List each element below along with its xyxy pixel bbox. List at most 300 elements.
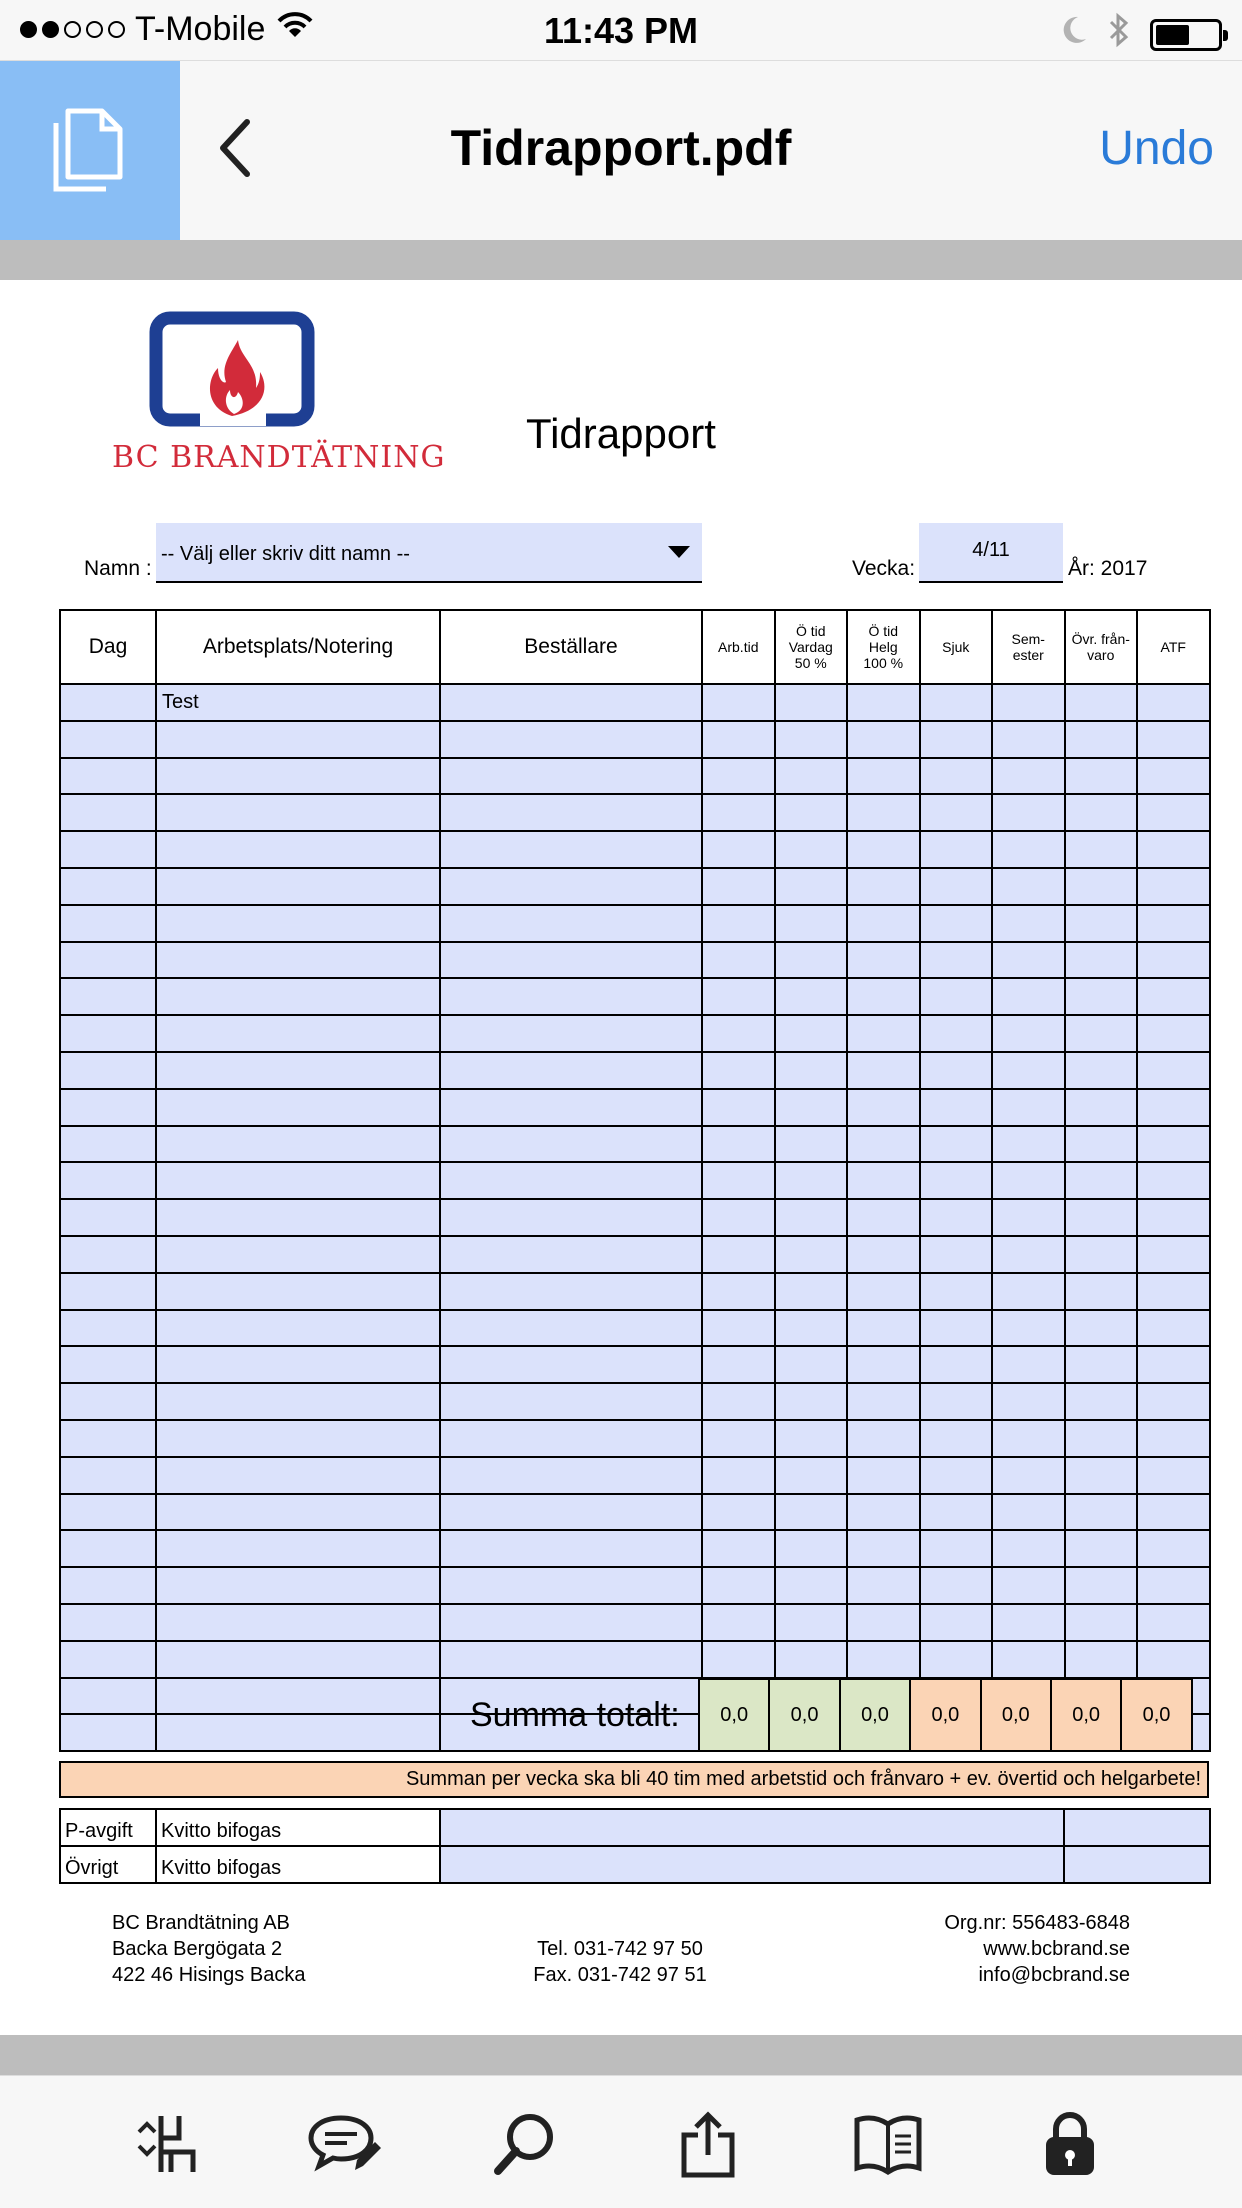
cell-dag[interactable] <box>60 1162 156 1199</box>
cell-sjuk[interactable] <box>920 1236 993 1273</box>
cell-bestallare[interactable] <box>440 721 702 758</box>
cell-dag[interactable] <box>60 905 156 942</box>
cell-bestallare[interactable] <box>440 905 702 942</box>
documents-button[interactable] <box>0 61 180 241</box>
back-button[interactable] <box>215 116 275 186</box>
cell-otid-vardag[interactable] <box>775 794 848 831</box>
cell-ovr-franvaro[interactable] <box>1065 1126 1138 1163</box>
cell-semester[interactable] <box>992 1126 1065 1163</box>
cell-dag[interactable] <box>60 1052 156 1089</box>
cell-otid-vardag[interactable] <box>775 831 848 868</box>
cell-otid-vardag[interactable] <box>775 1641 848 1678</box>
cell-dag[interactable] <box>60 758 156 795</box>
cell-bestallare[interactable] <box>440 1494 702 1531</box>
cell-otid-helg[interactable] <box>847 868 920 905</box>
week-label: Vecka: <box>852 557 916 580</box>
cell-bestallare[interactable] <box>440 942 702 979</box>
lock-button[interactable] <box>1030 2106 1110 2186</box>
cell-ovr-franvaro[interactable] <box>1065 684 1138 721</box>
cell-sjuk[interactable] <box>920 1641 993 1678</box>
cell-semester[interactable] <box>992 831 1065 868</box>
cell-sjuk[interactable] <box>920 1567 993 1604</box>
cell-arbtid[interactable] <box>702 721 775 758</box>
cell-atf[interactable] <box>1137 794 1210 831</box>
cell-arbetsplats[interactable] <box>156 831 440 868</box>
footer-line: info@bcbrand.se <box>978 1964 1130 1986</box>
cell-sjuk[interactable] <box>920 942 993 979</box>
cell-arbtid[interactable] <box>702 1457 775 1494</box>
cell-sjuk[interactable] <box>920 1052 993 1089</box>
cell-arbetsplats[interactable] <box>156 1641 440 1678</box>
cell-bestallare[interactable] <box>440 1383 702 1420</box>
cell-bestallare[interactable] <box>440 868 702 905</box>
cell-otid-helg[interactable] <box>847 942 920 979</box>
expense-description-field[interactable] <box>440 1809 1064 1846</box>
cell-semester[interactable] <box>992 1494 1065 1531</box>
cell-dag[interactable] <box>60 1604 156 1641</box>
cell-sjuk[interactable] <box>920 1310 993 1347</box>
cell-atf[interactable] <box>1137 1567 1210 1604</box>
cell-bestallare[interactable] <box>440 794 702 831</box>
cell-otid-vardag[interactable] <box>775 1089 848 1126</box>
cell-dag[interactable] <box>60 1714 156 1751</box>
table-row <box>60 684 1210 721</box>
cell-dag[interactable] <box>60 1310 156 1347</box>
cell-sjuk[interactable] <box>920 1420 993 1457</box>
cell-ovr-franvaro[interactable] <box>1065 1494 1138 1531</box>
cell-dag[interactable] <box>60 1273 156 1310</box>
cell-otid-vardag[interactable] <box>775 868 848 905</box>
cell-arbtid[interactable] <box>702 758 775 795</box>
cell-arbetsplats[interactable] <box>156 1678 440 1715</box>
reader-button[interactable] <box>848 2106 928 2186</box>
column-header-ovr-franvaro <box>1065 610 1138 684</box>
cell-otid-vardag[interactable] <box>775 1273 848 1310</box>
cell-atf[interactable] <box>1137 1420 1210 1457</box>
cell-dag[interactable] <box>60 1641 156 1678</box>
cell-otid-helg[interactable] <box>847 1530 920 1567</box>
cell-arbetsplats[interactable] <box>156 1346 440 1383</box>
cell-dag[interactable] <box>60 1089 156 1126</box>
cell-sjuk[interactable] <box>920 684 993 721</box>
cell-arbetsplats[interactable] <box>156 978 440 1015</box>
cell-bestallare[interactable] <box>440 1567 702 1604</box>
cell-otid-helg[interactable] <box>847 1199 920 1236</box>
cell-bestallare[interactable] <box>440 1310 702 1347</box>
cell-otid-helg[interactable] <box>847 1641 920 1678</box>
cell-semester[interactable] <box>992 1310 1065 1347</box>
cell-otid-helg[interactable] <box>847 1420 920 1457</box>
cell-atf[interactable] <box>1137 1530 1210 1567</box>
cell-semester[interactable] <box>992 1641 1065 1678</box>
cell-otid-helg[interactable] <box>847 978 920 1015</box>
cell-dag[interactable] <box>60 942 156 979</box>
cell-semester[interactable] <box>992 794 1065 831</box>
cell-sjuk[interactable] <box>920 721 993 758</box>
cell-dag[interactable] <box>60 1678 156 1715</box>
cell-arbetsplats[interactable] <box>156 1162 440 1199</box>
cell-atf[interactable] <box>1137 1641 1210 1678</box>
cell-semester[interactable] <box>992 684 1065 721</box>
cell-arbtid[interactable] <box>702 1273 775 1310</box>
cell-arbtid[interactable] <box>702 868 775 905</box>
cell-otid-vardag[interactable] <box>775 1383 848 1420</box>
cell-otid-vardag[interactable] <box>775 1346 848 1383</box>
column-header-bestallare: Beställare <box>440 610 702 684</box>
column-header-arbetsplats: Arbetsplats/Notering <box>156 610 440 684</box>
cell-ovr-franvaro[interactable] <box>1065 831 1138 868</box>
cell-sjuk[interactable] <box>920 1162 993 1199</box>
cell-atf[interactable] <box>1137 905 1210 942</box>
cell-dag[interactable] <box>60 1420 156 1457</box>
cell-arbetsplats[interactable] <box>156 1089 440 1126</box>
cell-atf[interactable] <box>1137 1383 1210 1420</box>
cell-semester[interactable] <box>992 1604 1065 1641</box>
summa-cell: 0,0 <box>768 1678 840 1752</box>
cell-bestallare[interactable] <box>440 1089 702 1126</box>
cell-semester[interactable] <box>992 1199 1065 1236</box>
share-button[interactable] <box>668 2106 748 2186</box>
cell-ovr-franvaro[interactable] <box>1065 1567 1138 1604</box>
cell-atf[interactable] <box>1137 942 1210 979</box>
cell-dag[interactable] <box>60 1494 156 1531</box>
cell-arbetsplats[interactable] <box>156 1273 440 1310</box>
cell-atf[interactable] <box>1137 1494 1210 1531</box>
cell-semester[interactable] <box>992 1457 1065 1494</box>
cell-bestallare[interactable] <box>440 1273 702 1310</box>
cell-otid-vardag[interactable] <box>775 1604 848 1641</box>
cell-ovr-franvaro[interactable] <box>1065 1530 1138 1567</box>
cell-arbtid[interactable] <box>702 1015 775 1052</box>
cell-otid-vardag[interactable] <box>775 1310 848 1347</box>
cell-atf[interactable] <box>1137 1604 1210 1641</box>
cell-ovr-franvaro[interactable] <box>1065 1089 1138 1126</box>
cell-sjuk[interactable] <box>920 758 993 795</box>
cell-arbetsplats[interactable] <box>156 1383 440 1420</box>
cell-semester[interactable] <box>992 942 1065 979</box>
cell-atf[interactable] <box>1137 758 1210 795</box>
cell-ovr-franvaro[interactable] <box>1065 1199 1138 1236</box>
cell-arbetsplats[interactable]: Test <box>156 684 440 721</box>
cell-arbetsplats[interactable] <box>156 1604 440 1641</box>
expense-amount-field[interactable] <box>1064 1809 1210 1846</box>
cell-otid-vardag[interactable] <box>775 978 848 1015</box>
cell-ovr-franvaro[interactable] <box>1065 1273 1138 1310</box>
cell-otid-vardag[interactable] <box>775 1199 848 1236</box>
cell-dag[interactable] <box>60 1126 156 1163</box>
cell-semester[interactable] <box>992 1089 1065 1126</box>
cell-dag[interactable] <box>60 721 156 758</box>
cell-bestallare[interactable] <box>440 978 702 1015</box>
cell-ovr-franvaro[interactable] <box>1065 1346 1138 1383</box>
cell-ovr-franvaro[interactable] <box>1065 1310 1138 1347</box>
cell-ovr-franvaro[interactable] <box>1065 794 1138 831</box>
cell-arbtid[interactable] <box>702 794 775 831</box>
cell-semester[interactable] <box>992 1383 1065 1420</box>
cell-dag[interactable] <box>60 1530 156 1567</box>
cell-otid-helg[interactable] <box>847 721 920 758</box>
cell-otid-helg[interactable] <box>847 1015 920 1052</box>
cell-semester[interactable] <box>992 721 1065 758</box>
cell-arbetsplats[interactable] <box>156 721 440 758</box>
page-separator-top <box>0 240 1242 280</box>
cell-sjuk[interactable] <box>920 1015 993 1052</box>
cell-otid-helg[interactable] <box>847 684 920 721</box>
cell-atf[interactable] <box>1137 1089 1210 1126</box>
cell-ovr-franvaro[interactable] <box>1065 905 1138 942</box>
cell-atf[interactable] <box>1137 868 1210 905</box>
cell-dag[interactable] <box>60 831 156 868</box>
comment-button[interactable] <box>305 2106 385 2186</box>
cell-otid-vardag[interactable] <box>775 721 848 758</box>
cell-dag[interactable] <box>60 868 156 905</box>
cell-otid-vardag[interactable] <box>775 905 848 942</box>
cell-arbetsplats[interactable] <box>156 905 440 942</box>
cell-dag[interactable] <box>60 794 156 831</box>
cell-sjuk[interactable] <box>920 794 993 831</box>
cell-arbtid[interactable] <box>702 684 775 721</box>
cell-atf[interactable] <box>1137 831 1210 868</box>
cell-otid-vardag[interactable] <box>775 1052 848 1089</box>
cell-sjuk[interactable] <box>920 1199 993 1236</box>
cell-arbetsplats[interactable] <box>156 1420 440 1457</box>
cell-atf[interactable] <box>1137 1126 1210 1163</box>
cell-arbtid[interactable] <box>702 1641 775 1678</box>
cell-semester[interactable] <box>992 905 1065 942</box>
cell-semester[interactable] <box>992 978 1065 1015</box>
cell-arbtid[interactable] <box>702 1494 775 1531</box>
cell-arbetsplats[interactable] <box>156 1530 440 1567</box>
cell-semester[interactable] <box>992 1273 1065 1310</box>
week-field[interactable]: 4/11 <box>919 523 1063 583</box>
cell-ovr-franvaro[interactable] <box>1065 1641 1138 1678</box>
cell-atf[interactable] <box>1137 1162 1210 1199</box>
cell-arbetsplats[interactable] <box>156 868 440 905</box>
cell-otid-vardag[interactable] <box>775 1567 848 1604</box>
cell-otid-vardag[interactable] <box>775 758 848 795</box>
cell-otid-helg[interactable] <box>847 1604 920 1641</box>
cell-bestallare[interactable] <box>440 1052 702 1089</box>
cell-bestallare[interactable] <box>440 1199 702 1236</box>
cell-otid-helg[interactable] <box>847 1236 920 1273</box>
cell-otid-helg[interactable] <box>847 1346 920 1383</box>
cell-semester[interactable] <box>992 1052 1065 1089</box>
cell-sjuk[interactable] <box>920 1457 993 1494</box>
cell-otid-vardag[interactable] <box>775 1126 848 1163</box>
cell-atf[interactable] <box>1137 1015 1210 1052</box>
cell-arbtid[interactable] <box>702 1383 775 1420</box>
cell-ovr-franvaro[interactable] <box>1065 1383 1138 1420</box>
cell-arbetsplats[interactable] <box>156 758 440 795</box>
cell-arbtid[interactable] <box>702 942 775 979</box>
cell-sjuk[interactable] <box>920 1126 993 1163</box>
cell-arbetsplats[interactable] <box>156 1567 440 1604</box>
cell-arbetsplats[interactable] <box>156 1052 440 1089</box>
cell-ovr-franvaro[interactable] <box>1065 1420 1138 1457</box>
cell-otid-helg[interactable] <box>847 1052 920 1089</box>
cell-otid-vardag[interactable] <box>775 1530 848 1567</box>
cell-arbtid[interactable] <box>702 1420 775 1457</box>
cell-sjuk[interactable] <box>920 1383 993 1420</box>
cell-atf[interactable] <box>1137 1273 1210 1310</box>
cell-ovr-franvaro[interactable] <box>1065 1162 1138 1199</box>
cell-arbtid[interactable] <box>702 1052 775 1089</box>
cell-sjuk[interactable] <box>920 868 993 905</box>
cell-arbetsplats[interactable] <box>156 1236 440 1273</box>
cell-bestallare[interactable] <box>440 1457 702 1494</box>
cell-atf[interactable] <box>1137 684 1210 721</box>
cell-semester[interactable] <box>992 1567 1065 1604</box>
cell-otid-vardag[interactable] <box>775 1494 848 1531</box>
cell-arbtid[interactable] <box>702 978 775 1015</box>
cell-sjuk[interactable] <box>920 1089 993 1126</box>
cell-otid-helg[interactable] <box>847 1162 920 1199</box>
cell-ovr-franvaro[interactable] <box>1065 1015 1138 1052</box>
cell-ovr-franvaro[interactable] <box>1065 1236 1138 1273</box>
cell-arbetsplats[interactable] <box>156 942 440 979</box>
undo-button[interactable]: Undo <box>1099 122 1214 175</box>
cell-arbtid[interactable] <box>702 1126 775 1163</box>
cell-bestallare[interactable] <box>440 1015 702 1052</box>
cell-dag[interactable] <box>60 1457 156 1494</box>
cell-bestallare[interactable] <box>440 1346 702 1383</box>
cell-sjuk[interactable] <box>920 1604 993 1641</box>
cell-arbetsplats[interactable] <box>156 1457 440 1494</box>
cell-atf[interactable] <box>1137 1236 1210 1273</box>
cell-bestallare[interactable] <box>440 758 702 795</box>
cell-otid-helg[interactable] <box>847 905 920 942</box>
cell-dag[interactable] <box>60 1236 156 1273</box>
cell-dag[interactable] <box>60 684 156 721</box>
cell-ovr-franvaro[interactable] <box>1065 1457 1138 1494</box>
cell-semester[interactable] <box>992 1346 1065 1383</box>
cell-otid-vardag[interactable] <box>775 942 848 979</box>
cell-bestallare[interactable] <box>440 831 702 868</box>
cell-dag[interactable] <box>60 1346 156 1383</box>
cell-arbtid[interactable] <box>702 1162 775 1199</box>
cell-arbetsplats[interactable] <box>156 1714 440 1751</box>
cell-otid-helg[interactable] <box>847 794 920 831</box>
name-select[interactable] <box>156 523 702 583</box>
annotate-tools-button[interactable] <box>130 2106 210 2186</box>
cell-arbtid[interactable] <box>702 1199 775 1236</box>
cell-ovr-franvaro[interactable] <box>1065 942 1138 979</box>
cell-atf[interactable] <box>1137 1310 1210 1347</box>
expense-description-field[interactable] <box>440 1846 1064 1883</box>
cell-semester[interactable] <box>992 758 1065 795</box>
cell-otid-helg[interactable] <box>847 1383 920 1420</box>
cell-dag[interactable] <box>60 978 156 1015</box>
cell-sjuk[interactable] <box>920 1530 993 1567</box>
cell-otid-vardag[interactable] <box>775 1457 848 1494</box>
cell-atf[interactable] <box>1137 1052 1210 1089</box>
cell-semester[interactable] <box>992 868 1065 905</box>
status-right <box>1060 12 1222 57</box>
cell-otid-vardag[interactable] <box>775 1420 848 1457</box>
cell-dag[interactable] <box>60 1567 156 1604</box>
cell-arbtid[interactable] <box>702 1089 775 1126</box>
cell-otid-helg[interactable] <box>847 1273 920 1310</box>
column-header-otid-vardag <box>775 610 848 684</box>
cell-otid-vardag[interactable] <box>775 1015 848 1052</box>
cell-ovr-franvaro[interactable] <box>1065 1052 1138 1089</box>
cell-atf[interactable] <box>1137 1199 1210 1236</box>
cell-otid-vardag[interactable] <box>775 1236 848 1273</box>
cell-arbtid[interactable] <box>702 1530 775 1567</box>
cell-semester[interactable] <box>992 1530 1065 1567</box>
cell-bestallare[interactable] <box>440 1126 702 1163</box>
cell-semester[interactable] <box>992 1236 1065 1273</box>
cell-sjuk[interactable] <box>920 1494 993 1531</box>
cell-ovr-franvaro[interactable] <box>1065 1604 1138 1641</box>
cell-otid-vardag[interactable] <box>775 1162 848 1199</box>
cell-bestallare[interactable] <box>440 1162 702 1199</box>
expense-amount-field[interactable] <box>1064 1846 1210 1883</box>
cell-otid-helg[interactable] <box>847 1457 920 1494</box>
dropdown-arrow-icon <box>668 546 690 558</box>
cell-bestallare[interactable] <box>440 1420 702 1457</box>
cell-arbetsplats[interactable] <box>156 1126 440 1163</box>
cell-otid-helg[interactable] <box>847 831 920 868</box>
cell-otid-helg[interactable] <box>847 1494 920 1531</box>
cell-otid-helg[interactable] <box>847 758 920 795</box>
cell-arbetsplats[interactable] <box>156 794 440 831</box>
cell-sjuk[interactable] <box>920 1273 993 1310</box>
cell-bestallare[interactable] <box>440 1641 702 1678</box>
cell-arbetsplats[interactable] <box>156 1015 440 1052</box>
cell-ovr-franvaro[interactable] <box>1065 868 1138 905</box>
cell-dag[interactable] <box>60 1015 156 1052</box>
cell-ovr-franvaro[interactable] <box>1065 978 1138 1015</box>
cell-sjuk[interactable] <box>920 1346 993 1383</box>
cell-otid-helg[interactable] <box>847 1089 920 1126</box>
cell-arbetsplats[interactable] <box>156 1199 440 1236</box>
cell-arbtid[interactable] <box>702 1310 775 1347</box>
search-button[interactable] <box>485 2106 565 2186</box>
cell-arbetsplats[interactable] <box>156 1494 440 1531</box>
cell-arbtid[interactable] <box>702 1604 775 1641</box>
cell-atf[interactable] <box>1137 978 1210 1015</box>
cell-sjuk[interactable] <box>920 831 993 868</box>
cell-atf[interactable] <box>1137 721 1210 758</box>
cell-bestallare[interactable] <box>440 1604 702 1641</box>
cell-semester[interactable] <box>992 1015 1065 1052</box>
cell-ovr-franvaro[interactable] <box>1065 758 1138 795</box>
cell-otid-helg[interactable] <box>847 1126 920 1163</box>
cell-semester[interactable] <box>992 1420 1065 1457</box>
cell-arbtid[interactable] <box>702 905 775 942</box>
cell-semester[interactable] <box>992 1162 1065 1199</box>
cell-otid-helg[interactable] <box>847 1567 920 1604</box>
cell-arbtid[interactable] <box>702 831 775 868</box>
cell-arbetsplats[interactable] <box>156 1310 440 1347</box>
cell-atf[interactable] <box>1137 1346 1210 1383</box>
cell-sjuk[interactable] <box>920 905 993 942</box>
cell-arbtid[interactable] <box>702 1236 775 1273</box>
cell-ovr-franvaro[interactable] <box>1065 721 1138 758</box>
cell-otid-vardag[interactable] <box>775 684 848 721</box>
cell-bestallare[interactable] <box>440 1530 702 1567</box>
cell-bestallare[interactable] <box>440 684 702 721</box>
cell-dag[interactable] <box>60 1199 156 1236</box>
cell-otid-helg[interactable] <box>847 1310 920 1347</box>
cell-arbtid[interactable] <box>702 1567 775 1604</box>
cell-sjuk[interactable] <box>920 978 993 1015</box>
cell-arbtid[interactable] <box>702 1346 775 1383</box>
cell-atf[interactable] <box>1137 1457 1210 1494</box>
cell-bestallare[interactable] <box>440 1236 702 1273</box>
cell-dag[interactable] <box>60 1383 156 1420</box>
